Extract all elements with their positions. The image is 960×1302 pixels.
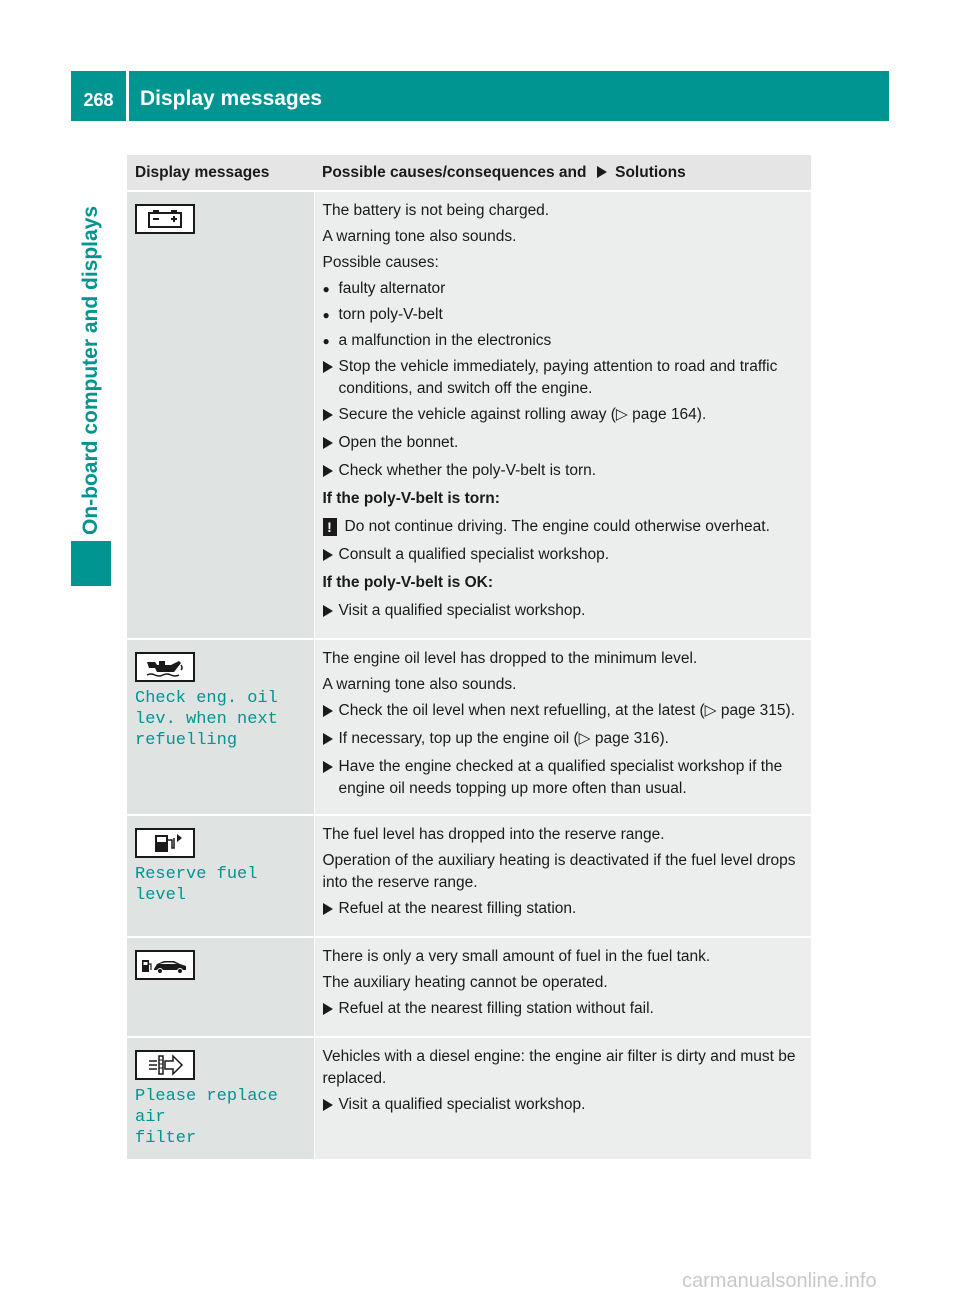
cause-bullet [323, 278, 804, 300]
step-text: Open the bonnet. [338, 434, 459, 451]
step-arrow-icon [323, 465, 333, 477]
display-message-text: Reserve fuel level [135, 865, 258, 905]
table-row [127, 815, 811, 937]
description-text: Possible causes: [322, 254, 439, 271]
step-arrow-icon [323, 1099, 333, 1111]
solution-step [323, 600, 804, 624]
fuel-pump-icon [135, 828, 195, 858]
solution-step [323, 756, 804, 800]
solution-arrow-icon [597, 166, 607, 178]
page-title: Display messages [140, 87, 323, 110]
step-arrow-icon [323, 409, 333, 421]
cause-text: faulty alternator [338, 280, 446, 297]
solution-step [323, 1094, 804, 1118]
step-arrow-icon [323, 437, 333, 449]
solution-step [323, 898, 804, 922]
solution-step [323, 432, 804, 456]
description-text: Vehicles with a diesel engine: the engine air filter is dirty and must be replaced. [322, 1048, 796, 1087]
solution-step [323, 998, 804, 1022]
table-row [127, 639, 811, 815]
description-text: The fuel level has dropped into the reserve range. [322, 826, 665, 843]
causes-solutions-cell [314, 639, 811, 815]
section-marker-block [71, 541, 111, 586]
condition-heading: If the poly-V-belt is torn: [322, 490, 500, 507]
col-header-solutions-label: Solutions [615, 163, 686, 181]
description-text: There is only a very small amount of fuel in the fuel tank. [322, 948, 711, 965]
solution-step [323, 728, 804, 752]
warning-icon: ! [323, 518, 337, 536]
header-divider [126, 71, 129, 121]
step-text: Refuel at the nearest filling station without fail. [338, 1000, 654, 1017]
causes-solutions-cell [314, 1037, 811, 1160]
display-message-cell [127, 1037, 314, 1160]
site-watermark: carmanualsonline.info [682, 1270, 877, 1292]
step-text: Have the engine checked at a qualified specialist workshop if the engine oil needs topping up more often than usual. [338, 758, 783, 797]
description-text: A warning tone also sounds. [322, 228, 517, 245]
description-text: The auxiliary heating cannot be operated. [322, 974, 608, 991]
warning-note [323, 516, 804, 538]
solution-step [323, 544, 804, 568]
col-header-causes-label: Possible causes/consequences and [322, 163, 587, 181]
step-text: Consult a qualified specialist workshop. [338, 546, 610, 563]
description-text: A warning tone also sounds. [322, 676, 517, 693]
bullet-icon: ● [322, 334, 330, 348]
step-text: Secure the vehicle against rolling away (▷ page 164). [338, 406, 707, 423]
col-header-causes-solutions [314, 155, 811, 191]
condition-heading: If the poly-V-belt is OK: [322, 574, 494, 591]
step-arrow-icon [323, 549, 333, 561]
step-text: Check whether the poly-V-belt is torn. [338, 462, 597, 479]
step-text: Visit a qualified specialist workshop. [338, 602, 586, 619]
fuel-car-icon [135, 950, 195, 980]
description-text: The battery is not being charged. [322, 202, 550, 219]
page-header [71, 71, 889, 121]
step-text: Refuel at the nearest filling station. [338, 900, 577, 917]
step-text: Visit a qualified specialist workshop. [338, 1096, 586, 1113]
step-arrow-icon [323, 733, 333, 745]
display-message-cell [127, 191, 314, 639]
col-header-display-messages: Display messages [127, 155, 314, 191]
solution-step [323, 404, 804, 428]
step-arrow-icon [323, 705, 333, 717]
step-arrow-icon [323, 761, 333, 773]
section-side-tab [71, 121, 111, 586]
cause-text: torn poly-V-belt [338, 306, 443, 323]
step-text: Check the oil level when next refuelling, at the latest (▷ page 315). [338, 702, 796, 719]
table-row [127, 1037, 811, 1160]
step-text: Stop the vehicle immediately, paying attention to road and traffic conditions, and switch off the engine. [338, 358, 778, 397]
causes-solutions-cell [314, 815, 811, 937]
display-messages-table [127, 155, 811, 1161]
air-filter-icon [135, 1050, 195, 1080]
table-header-row [127, 155, 811, 191]
bullet-icon: ● [322, 282, 330, 296]
description-text: Operation of the auxiliary heating is deactivated if the fuel level drops into the reserve range. [322, 852, 796, 891]
table-row [127, 937, 811, 1037]
step-arrow-icon [323, 361, 333, 373]
table-row [127, 191, 811, 639]
page-number: 268 [83, 89, 114, 110]
bullet-icon: ● [322, 308, 330, 322]
display-message-text: Please replace air filter [135, 1087, 278, 1148]
causes-solutions-cell [314, 937, 811, 1037]
step-arrow-icon [323, 1003, 333, 1015]
solution-step [323, 356, 804, 400]
display-message-cell [127, 639, 314, 815]
section-label: On-board computer and displays [79, 205, 102, 535]
display-message-cell [127, 815, 314, 937]
causes-solutions-cell [314, 191, 811, 639]
display-message-cell [127, 937, 314, 1037]
cause-text: a malfunction in the electronics [338, 332, 552, 349]
description-text: The engine oil level has dropped to the minimum level. [322, 650, 698, 667]
cause-bullet [323, 330, 804, 352]
step-arrow-icon [323, 605, 333, 617]
step-arrow-icon [323, 903, 333, 915]
solution-step [323, 460, 804, 484]
battery-icon [135, 204, 195, 234]
display-message-text: Check eng. oil lev. when next refuelling [135, 689, 278, 750]
solution-step [323, 700, 804, 724]
step-text: If necessary, top up the engine oil (▷ page 316). [338, 730, 669, 747]
warning-text: Do not continue driving. The engine could otherwise overheat. [344, 518, 770, 535]
oil-can-icon [135, 652, 195, 682]
cause-bullet [323, 304, 804, 326]
